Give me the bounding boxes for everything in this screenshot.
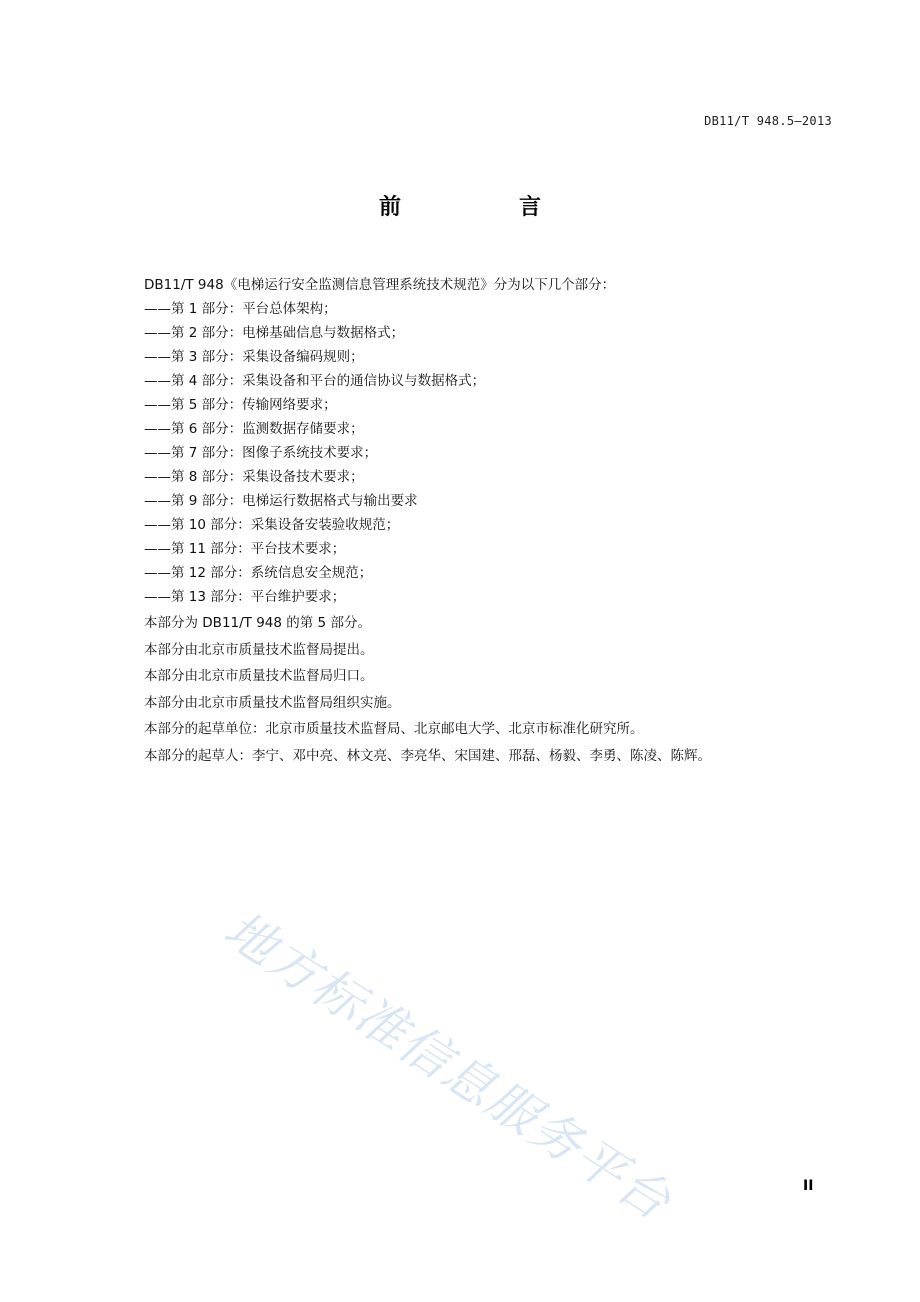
watermark: 地方标准信息服务平台 <box>214 900 682 1232</box>
page-title: 前 言 <box>378 195 589 220</box>
statement-proposer: 本部分由北京市质量技术监督局提出。 <box>144 641 374 658</box>
statement-administrator: 本部分由北京市质量技术监督局归口。 <box>144 668 374 684</box>
list-item: ——第 11 部分：平台技术要求； <box>144 541 346 557</box>
list-item: ——第 10 部分：采集设备安装验收规范； <box>144 517 400 533</box>
list-item: ——第 3 部分：采集设备编码规则； <box>144 349 364 365</box>
part-list <box>144 297 844 609</box>
list-item: ——第 6 部分：监测数据存储要求； <box>144 421 364 437</box>
list-item: ——第 2 部分：电梯基础信息与数据格式； <box>144 325 405 341</box>
list-item: ——第 7 部分：图像子系统技术要求； <box>144 445 378 461</box>
statement-drafting-units: 本部分的起草单位：北京市质量技术监督局、北京邮电大学、北京市标准化研究所。 <box>144 721 644 737</box>
list-item: ——第 12 部分：系统信息安全规范； <box>144 565 373 581</box>
standard-code: DB11/T 948.5—2013 <box>704 114 832 128</box>
list-item: ——第 8 部分：采集设备技术要求； <box>144 469 364 485</box>
foreword-body <box>144 273 844 770</box>
list-item: ——第 9 部分：电梯运行数据格式与输出要求 <box>144 493 418 509</box>
list-item: ——第 4 部分：采集设备和平台的通信协议与数据格式； <box>144 373 486 389</box>
statement-implementer: 本部分由北京市质量技术监督局组织实施。 <box>144 694 401 711</box>
intro-paragraph: DB11/T 948《电梯运行安全监测信息管理系统技术规范》分为以下几个部分： <box>144 277 616 293</box>
list-item: ——第 1 部分：平台总体架构； <box>144 301 337 317</box>
statement-drafters: 本部分的起草人：李宁、邓中亮、林文亮、李亮华、宋国建、邢磊、杨毅、李勇、陈凌、陈辉。 <box>144 747 711 764</box>
statement-part-number: 本部分为 DB11/T 948 的第 5 部分。 <box>144 615 371 631</box>
list-item: ——第 5 部分：传输网络要求； <box>144 397 337 413</box>
list-item: ——第 13 部分：平台维护要求； <box>144 589 346 605</box>
page-number: II <box>803 1178 814 1194</box>
statement-list <box>144 611 844 770</box>
